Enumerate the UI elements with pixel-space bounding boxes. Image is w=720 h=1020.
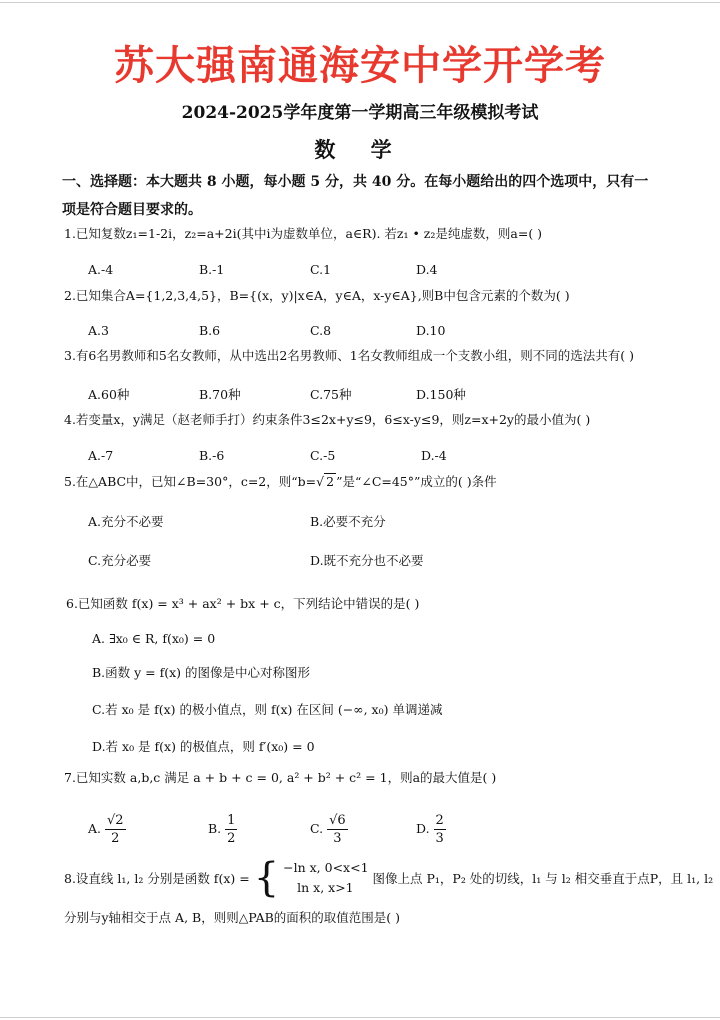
q2-option-d: D.10: [416, 323, 446, 338]
q2-option-a: A.3: [88, 323, 109, 338]
question-3-stem: 3.有6名男教师和5名女教师，从中选出2名男教师、1名女教师组成一个支教小组，则不同的选法共有( ): [64, 348, 634, 363]
q6-option-b: B.函数 y = f(x) 的图像是中心对称图形: [92, 665, 311, 680]
q8-stem-part1: 8.设直线 l₁, l₂ 分别是函数 f(x) =: [64, 871, 250, 886]
q1-option-d: D.4: [416, 262, 438, 277]
question-2-stem: 2.已知集合A={1,2,3,4,5}，B={(x，y)|x∈A，y∈A，x-y∈A},则B中包含元素的个数为( ): [64, 288, 570, 303]
q7-option-b-fraction: [225, 812, 237, 847]
bottom-rule: [0, 1017, 720, 1018]
question-7-stem: 7.已知实数 a,b,c 满足 a + b + c = 0, a² + b² + c² = 1，则a的最大值是( ): [64, 770, 497, 785]
q5-option-d: D.既不充分也不必要: [310, 553, 424, 568]
q4-option-b: B.-6: [199, 448, 225, 463]
question-8-stem-line2: 分别与y轴相交于点 A, B，则则△PAB的面积的取值范围是( ): [64, 910, 401, 925]
section-heading-line1: 一、选择题：本大题共 8 小题，每小题 5 分，共 40 分。在每小题给出的四个选项中，只有一: [62, 174, 649, 190]
q5-option-a: A.充分不必要: [88, 514, 164, 529]
q1-option-c: C.1: [310, 262, 332, 277]
section-heading-line2: 项是符合题目要求的。: [62, 202, 202, 218]
q7-option-a-numerator: √2: [107, 813, 124, 828]
q7-option-d-fraction: [434, 812, 446, 847]
piecewise-case-1: −ln x, 0<x<1: [283, 860, 369, 875]
q6-option-c: C.若 x₀ 是 f(x) 的极小值点，则 f(x) 在区间 (−∞, x₀) 单调递减: [92, 702, 443, 717]
question-5-stem: [64, 472, 664, 490]
q5-option-c: C.充分必要: [88, 553, 152, 568]
q5-stem-part2: ”是“∠C=45°”成立的( )条件: [336, 474, 497, 489]
question-6-stem: 6.已知函数 f(x) = x³ + ax² + bx + c，下列结论中错误的是( ): [66, 596, 420, 611]
q7-option-d: [416, 812, 446, 847]
q7-option-a-fraction: [105, 812, 126, 847]
top-rule: [0, 2, 720, 3]
q3-option-a: A.60种: [88, 387, 130, 402]
q2-option-c: C.8: [310, 323, 332, 338]
q7-option-a-denominator: 2: [111, 831, 120, 846]
q7-option-d-numerator: 2: [435, 813, 444, 828]
q4-option-a: A.-7: [88, 448, 114, 463]
q7-option-c-label: C.: [310, 821, 324, 836]
q7-option-d-denominator: 3: [435, 831, 444, 846]
q6-option-d: D.若 x₀ 是 f(x) 的极值点，则 f′(x₀) = 0: [92, 739, 315, 754]
q4-option-c: C.-5: [310, 448, 336, 463]
q4-option-d: D.-4: [421, 448, 447, 463]
q3-option-c: C.75种: [310, 387, 352, 402]
piecewise-case-2: ln x, x>1: [297, 880, 354, 895]
q1-option-a: A.-4: [88, 262, 114, 277]
q7-option-b-denominator: 2: [227, 831, 236, 846]
q8-stem-part2: 图像上点 P₁，P₂ 处的切线，l₁ 与 l₂ 相交垂直于点P，且 l₁, l₂: [372, 871, 714, 886]
q1-option-b: B.-1: [199, 262, 225, 277]
piecewise-brace: {: [253, 855, 280, 901]
q7-option-b-numerator: 1: [227, 813, 236, 828]
question-8-stem: [64, 855, 714, 901]
q7-option-a: [88, 812, 126, 847]
q2-option-b: B.6: [199, 323, 221, 338]
question-1-stem: 1.已知复数z₁=1-2i，z₂=a+2i(其中i为虚数单位，a∈R). 若z₁ • z₂是纯虚数，则a=( ): [64, 226, 543, 241]
subject-title: 数 学: [314, 137, 406, 162]
q7-option-a-label: A.: [88, 821, 102, 836]
q7-option-d-label: D.: [416, 821, 430, 836]
q5-stem-part1: 5.在△ABC中，已知∠B=30°，c=2，则“b=: [64, 474, 317, 489]
q7-option-b: [208, 812, 237, 847]
q5-sqrt-radicand: 2: [326, 474, 335, 489]
q7-option-c-fraction: [327, 812, 348, 847]
piecewise-cases: [283, 858, 368, 898]
q7-option-c-numerator: √6: [329, 813, 346, 828]
q3-option-d: D.150种: [416, 387, 466, 402]
q5-sqrt-sign: √: [316, 474, 325, 489]
banner-title: 苏大强南通海安中学开学考: [114, 42, 606, 89]
q5-option-b: B.必要不充分: [310, 514, 386, 529]
q7-option-c: [310, 812, 348, 847]
q7-option-c-denominator: 3: [333, 831, 342, 846]
q7-option-b-label: B.: [208, 821, 222, 836]
question-4-stem: 4.若变量x，y满足（赵老师手打）约束条件3≤2x+y≤9，6≤x-y≤9，则z=x+2y的最小值为( ): [64, 412, 591, 427]
q6-option-a: A. ∃x₀ ∈ R, f(x₀) = 0: [92, 631, 216, 646]
exam-subtitle: 2024-2025学年度第一学期高三年级模拟考试: [181, 103, 539, 123]
q3-option-b: B.70种: [199, 387, 241, 402]
